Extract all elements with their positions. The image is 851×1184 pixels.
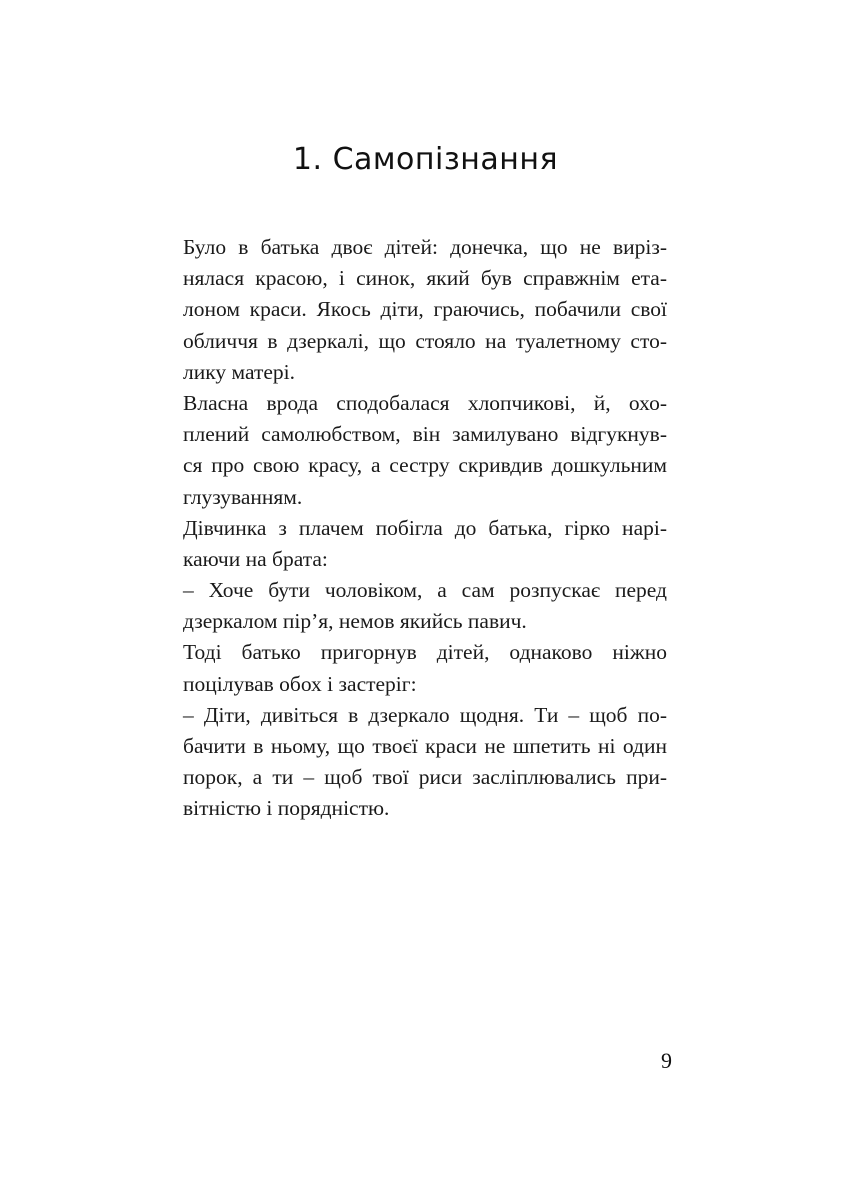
- paragraph: [183, 575, 667, 637]
- text-line: порок, а ти – щоб твої риси засліплювались при-: [183, 765, 667, 790]
- text-line: глузуванням.: [183, 484, 303, 509]
- text-line: дзеркалом пір’я, немов якийсь павич.: [183, 609, 527, 634]
- paragraph: [183, 637, 667, 699]
- paragraph: [183, 700, 667, 825]
- text-line: нялася красою, і синок, який був справжнім ета-: [183, 266, 667, 291]
- text-line: обличчя в дзеркалі, що стояло на туалетному сто-: [183, 328, 667, 353]
- text-line: ся про свою красу, а сестру скривдив дошкульним: [183, 453, 667, 478]
- text-line: каючи на брата:: [183, 546, 328, 571]
- paragraph: [183, 232, 667, 388]
- text-line: лику матері.: [183, 359, 295, 384]
- chapter-title: 1. Самопізнання: [292, 142, 559, 177]
- text-line: вітністю і порядністю.: [183, 796, 390, 821]
- text-line: Власна врода сподобалася хлопчикові, й, охо-: [183, 390, 667, 415]
- paragraph: [183, 513, 667, 575]
- text-line: бачити в ньому, що твоєї краси не шпетить ні один: [183, 734, 667, 758]
- paragraph: [183, 388, 667, 513]
- page-number: 9: [661, 1048, 672, 1073]
- text-line: – Хоче бути чоловіком, а сам розпускає перед: [183, 578, 667, 603]
- text-line: Дівчинка з плачем побігла до батька, гірко нарі-: [183, 515, 667, 540]
- text-line: Було в батька двоє дітей: донечка, що не виріз-: [183, 235, 667, 259]
- text-line: лоном краси. Якось діти, граючись, побачили свої: [183, 297, 667, 322]
- text-line: поцілував обох і застеріг:: [183, 671, 417, 696]
- chapter-body: [183, 232, 667, 825]
- text-line: – Діти, дивіться в дзеркало щодня. Ти – щоб по-: [183, 702, 667, 727]
- text-line: плений самолюбством, він замилувано відгукнув-: [183, 422, 667, 447]
- text-line: Тоді батько пригорнув дітей, однаково ніжно: [183, 640, 667, 665]
